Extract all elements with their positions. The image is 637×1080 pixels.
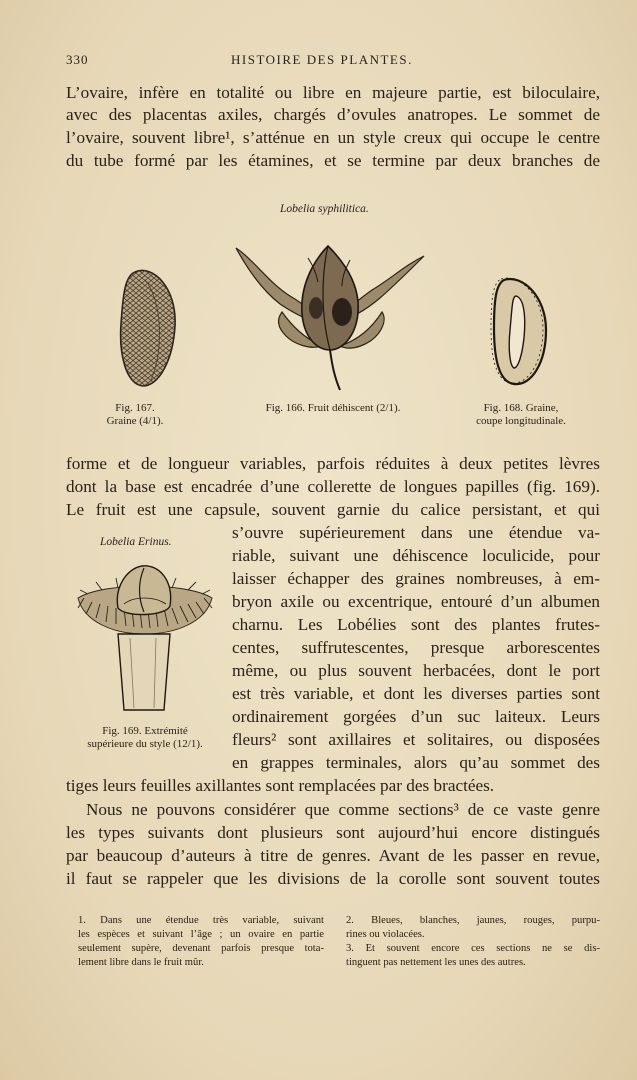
footnote-line: rines ou violacées. <box>346 929 425 940</box>
running-title: HISTOIRE DES PLANTES. <box>231 52 413 67</box>
running-header <box>66 52 606 70</box>
text-line: L’ovaire, infère en totalité ou libre en majeure partie, est biloculaire, <box>66 83 600 102</box>
caption-line: Fig. 169. Extrémité <box>102 725 188 737</box>
text-line: Le fruit est une capsule, souvent garnie du calice persistant, et qui <box>66 500 600 519</box>
footnotes-right <box>346 914 600 970</box>
footnote-line: tinguent pas nettement les unes des autres. <box>346 957 526 968</box>
text-line: s’ouvre supérieurement dans une étendue va- <box>232 523 600 542</box>
seed-illustration <box>115 268 181 390</box>
text-line: Nous ne pouvons considérer que comme sections³ de ce vaste genre <box>86 800 600 819</box>
text-line: en grappes terminales, alors qu’au sommet des <box>232 753 600 772</box>
text-line: par beaucoup d’auteurs à titre de genres. Avant de les passer en revue, <box>66 846 600 865</box>
text-line: du tube formé par les étamines, et se termine par deux branches de <box>66 151 600 170</box>
text-line: les types suivants dont plusieurs sont aujourd’hui encore distingués <box>66 823 600 842</box>
caption-fig-166: Fig. 166. Fruit déhiscent (2/1). <box>265 402 401 414</box>
text-line: riable, suivant une déhiscence loculicide, pour <box>232 546 600 565</box>
footnote-line: les espèces et suivant l’âge ; un ovaire en partie <box>78 929 324 940</box>
footnote-line: 1. Dans une étendue très variable, suivant <box>78 915 324 926</box>
plate-title-lobelia-erinus: Lobelia Erinus. <box>100 536 172 548</box>
text-line: centes, suffrutescentes, presque arborescentes <box>232 638 600 657</box>
footnote-line: 2. Bleues, blanches, jaunes, rouges, purpu- <box>346 915 600 926</box>
dehiscent-fruit-illustration <box>232 242 428 392</box>
seed-section-illustration <box>490 276 550 388</box>
text-line: même, ou plus souvent herbacées, dont le port <box>232 661 600 680</box>
caption-line: coupe longitudinale. <box>476 415 566 427</box>
style-tip-illustration <box>74 564 216 714</box>
text-line: ordinairement gorgées d’un suc laiteux. Leurs <box>232 707 600 726</box>
text-line: il faut se rappeler que les divisions de la corolle sont souvent toutes <box>66 869 600 888</box>
caption-line: supérieure du style (12/1). <box>87 738 203 750</box>
caption-fig-167 <box>100 402 170 428</box>
footnote-line: 3. Et souvent encore ces sections ne se dis- <box>346 943 600 954</box>
caption-line: Fig. 168. Graine, <box>483 402 559 414</box>
text-line: fleurs² sont axillaires et solitaires, ou disposées <box>232 730 600 749</box>
footnote-line: lement libre dans le fruit mûr. <box>78 957 204 968</box>
caption-line: Fig. 167. <box>115 402 155 414</box>
caption-fig-168 <box>466 402 576 428</box>
text-line: tiges leurs feuilles axillantes sont remplacées par des bractées. <box>66 776 495 795</box>
page-number: 330 <box>66 52 89 67</box>
text-line: dont la base est encadrée d’une collerette de longues papilles (fig. 169). <box>66 477 600 496</box>
text-line: l’ovaire, souvent libre¹, s’atténue en un style creux qui occupe le centre <box>66 128 600 147</box>
footnotes-left <box>78 914 324 970</box>
caption-fig-169 <box>70 725 220 751</box>
text-line: forme et de longueur variables, parfois réduites à deux petites lèvres <box>66 454 600 473</box>
footnote-line: seulement supère, devenant parfois presque tota- <box>78 943 324 954</box>
text-line: est très variable, et dont les diverses parties sont <box>232 684 600 703</box>
text-line: avec des placentas axiles, chargés d’ovules anatropes. Le sommet de <box>66 105 600 124</box>
caption-line: Graine (4/1). <box>106 415 164 427</box>
plate-title-lobelia-syphilitica: Lobelia syphilitica. <box>280 203 369 215</box>
text-line: charnu. Les Lobélies sont des plantes frutes- <box>232 615 600 634</box>
text-line: bryon axile ou excentrique, entouré d’un albumen <box>232 592 600 611</box>
text-line: laisser échapper des graines nombreuses, à em- <box>232 569 600 588</box>
